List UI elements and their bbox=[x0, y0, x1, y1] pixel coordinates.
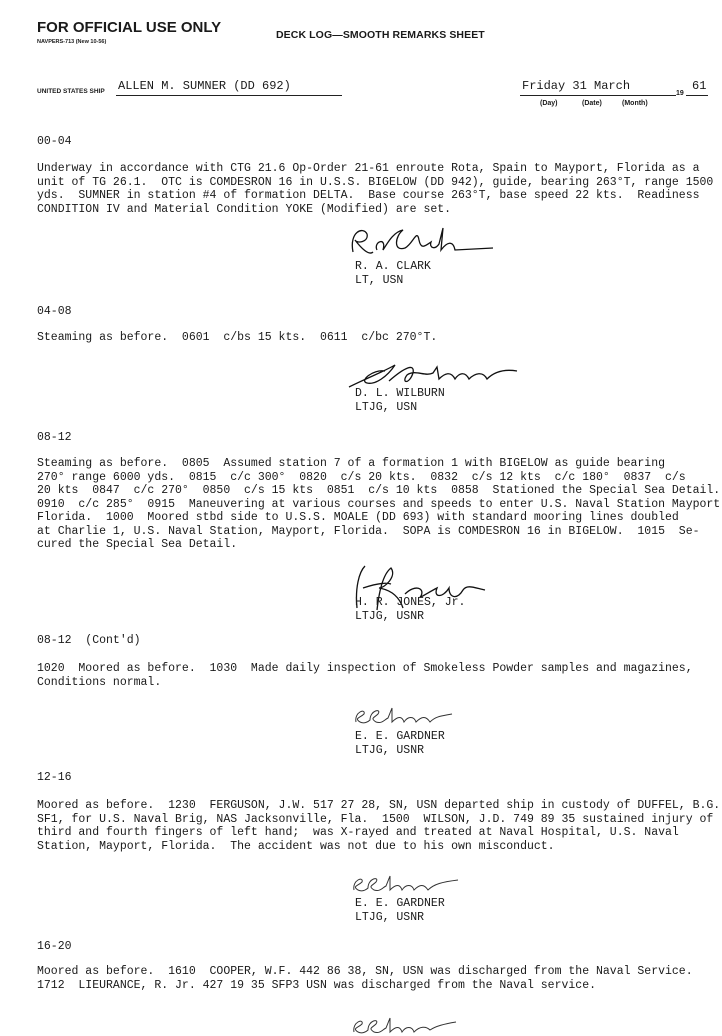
watch-line: Steaming as before. 0601 c/bs 15 kts. 0611 c/bc 270°T. bbox=[37, 331, 438, 344]
signer-name: H. R. JONES, Jr. bbox=[355, 596, 466, 609]
year-prefix: 19 bbox=[676, 90, 684, 97]
signature-gardner bbox=[348, 704, 458, 728]
signer-rank: LT, USN bbox=[355, 274, 404, 287]
signature-clark bbox=[343, 222, 503, 262]
sheet-title: DECK LOG—SMOOTH REMARKS SHEET bbox=[276, 29, 485, 41]
year-underline bbox=[686, 95, 708, 96]
watch-line: Moored as before. 1230 FERGUSON, J.W. 517 27 28, SN, USN departed ship in custody of DUFFEL, B.G. bbox=[37, 799, 721, 812]
watch-line: Moored as before. 1610 COOPER, W.F. 442 86 38, SN, USN was discharged from the Naval Service. bbox=[37, 965, 693, 978]
signer-rank: LTJG, USNR bbox=[355, 911, 425, 924]
watch-line: Conditions normal. bbox=[37, 676, 162, 689]
signer-rank: LTJG, USNR bbox=[355, 744, 425, 757]
ship-name: ALLEN M. SUMNER (DD 692) bbox=[118, 79, 291, 93]
watch-line: Station, Mayport, Florida. The accident was not due to his own misconduct. bbox=[37, 839, 555, 853]
signer-name: R. A. CLARK bbox=[355, 260, 431, 273]
watch-line: Underway in accordance with CTG 21.6 Op-Order 21-61 enroute Rota, Spain to Mayport, Florida as a bbox=[37, 162, 700, 175]
signer-name: D. L. WILBURN bbox=[355, 387, 445, 400]
watch-line: unit of TG 26.1. OTC is COMDESRON 16 in U.S.S. BIGELOW (DD 942), guide, bearing 263°T, range 1500 bbox=[37, 175, 714, 189]
watch-line: 1712 LIEURANCE, R. Jr. 427 19 35 SFP3 USN was discharged from the Naval service. bbox=[37, 979, 596, 992]
signer-rank: LTJG, USNR bbox=[355, 610, 425, 623]
signer-rank: LTJG, USN bbox=[355, 401, 418, 414]
watch-line: CONDITION IV and Material Condition YOKE (Modified) are set. bbox=[37, 202, 452, 216]
watch-line: 20 kts 0847 c/c 270° 0850 c/s 15 kts 0851 c/s 10 kts 0858 Stationed the Special Sea Detail. bbox=[37, 484, 721, 497]
watch-line: Florida. 1000 Moored stbd side to U.S.S. MOALE (DD 693) with standard mooring lines doubled bbox=[37, 511, 679, 524]
day-caption: (Day) bbox=[540, 100, 558, 107]
log-year: 61 bbox=[692, 79, 707, 93]
signature-gardner bbox=[346, 870, 466, 896]
ship-name-underline bbox=[116, 95, 342, 96]
watch-line: SF1, for U.S. Naval Brig, NAS Jacksonville, Fla. 1500 WILSON, J.D. 749 89 35 sustained injury of bbox=[37, 812, 714, 826]
signer-name: E. E. GARDNER bbox=[355, 730, 445, 743]
form-number: NAVPERS-713 (New 10-56) bbox=[37, 39, 107, 45]
watch-heading: 04-08 bbox=[37, 305, 72, 318]
watch-line: third and fourth fingers of left hand; was X-rayed and treated at Naval Hospital, U.S. Naval bbox=[37, 826, 679, 839]
signer-name: E. E. GARDNER bbox=[355, 897, 445, 910]
watch-line: at Charlie 1, U.S. Naval Station, Mayport, Florida. SOPA is COMDESRON 16 in BIGELOW. 1015 Se- bbox=[37, 524, 700, 538]
watch-line: 270° range 6000 yds. 0815 c/c 300° 0820 c/s 20 kts. 0832 c/s 12 kts c/c 180° 0837 c/s bbox=[37, 470, 686, 484]
watch-line: 0910 c/c 285° 0915 Maneuvering at various courses and speeds to enter U.S. Naval Station Mayport bbox=[37, 497, 721, 511]
watch-heading: 00-04 bbox=[37, 135, 72, 148]
signature-gardner-partial bbox=[346, 1012, 466, 1036]
watch-heading: 12-16 bbox=[37, 771, 72, 784]
date-caption: (Date) bbox=[582, 100, 602, 107]
watch-line: 1020 Moored as before. 1030 Made daily inspection of Smokeless Powder samples and magazines, bbox=[37, 662, 693, 675]
month-caption: (Month) bbox=[622, 100, 648, 107]
watch-heading: 16-20 bbox=[37, 940, 72, 953]
watch-line: cured the Special Sea Detail. bbox=[37, 538, 238, 551]
ship-label: UNITED STATES SHIP bbox=[37, 88, 105, 95]
watch-heading: 08-12 bbox=[37, 431, 72, 444]
log-date: Friday 31 March bbox=[522, 79, 631, 93]
date-underline bbox=[520, 95, 676, 96]
watch-line: Steaming as before. 0805 Assumed station 7 of a formation 1 with BIGELOW as guide bearing bbox=[37, 457, 666, 470]
watch-line: yds. SUMNER in station #4 of formation DELTA. Base course 263°T, base speed 22 kts. Readiness bbox=[37, 189, 700, 202]
watch-heading: 08-12 (Cont'd) bbox=[37, 634, 141, 647]
classification-marking: FOR OFFICIAL USE ONLY bbox=[37, 19, 222, 36]
